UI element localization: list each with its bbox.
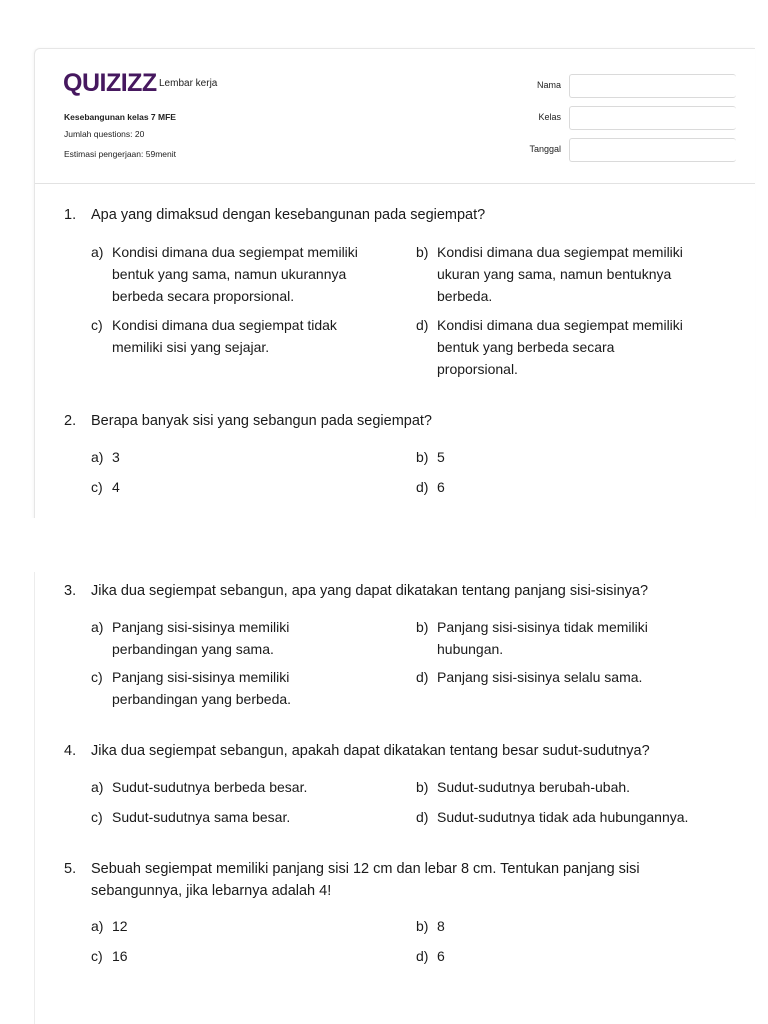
option-letter: d) (416, 809, 429, 825)
question-text: Jika dua segiempat sebangun, apakah dapat dikatakan tentang besar sudut-sudutnya? (91, 743, 650, 759)
option-text: Sudut-sudutnya sama besar. (112, 809, 291, 825)
question-number: 2. (64, 413, 77, 429)
option-letter: d) (416, 669, 429, 685)
option-letter: d) (416, 948, 429, 964)
option-text: Kondisi dimana dua segiempat memiliki bentuk yang berbeda secara proporsional. (437, 317, 683, 377)
option-text: Sudut-sudutnya tidak ada hubungannya. (437, 809, 689, 825)
option-letter: d) (416, 317, 429, 333)
option-letter: a) (91, 619, 104, 635)
option-letter: b) (416, 779, 429, 795)
option-text: Panjang sisi-sisinya memiliki perbandingan yang berbeda. (112, 669, 292, 707)
option-text: 16 (112, 948, 128, 964)
time-estimate: Estimasi pengerjaan: 59menit (64, 149, 176, 159)
worksheet-title: Kesebangunan kelas 7 MFE (64, 112, 176, 122)
option-letter: c) (91, 669, 103, 685)
option-text: Kondisi dimana dua segiempat memiliki bentuk yang sama, namun ukurannya berbeda secara proporsional. (112, 244, 358, 304)
option-text: Kondisi dimana dua segiempat memiliki ukuran yang sama, namun bentuknya berbeda. (437, 244, 683, 304)
question-count: Jumlah questions: 20 (64, 129, 145, 139)
option-text: Panjang sisi-sisinya tidak memiliki hubungan. (437, 619, 648, 657)
name-field[interactable] (569, 74, 736, 98)
date-label: Tanggal (529, 144, 561, 154)
option-letter: b) (416, 244, 429, 260)
option-letter: a) (91, 449, 104, 465)
option-letter: d) (416, 479, 429, 495)
question-text: Apa yang dimaksud dengan kesebangunan pada segiempat? (91, 207, 486, 223)
option-text: 5 (437, 449, 445, 465)
option-letter: c) (91, 948, 103, 964)
option-letter: b) (416, 619, 429, 635)
option-text: 3 (112, 449, 120, 465)
question-text: Sebuah segiempat memiliki panjang sisi 12 cm dan lebar 8 cm. Tentukan panjang sisi sebangunnya, jika lebarnya adalah 4! (91, 861, 640, 899)
option-letter: c) (91, 809, 103, 825)
class-field[interactable] (569, 106, 736, 130)
option-text: 6 (437, 948, 445, 964)
question-number: 4. (64, 743, 77, 759)
date-field[interactable] (569, 138, 736, 162)
option-text: Panjang sisi-sisinya memiliki perbandingan yang sama. (112, 619, 290, 657)
option-letter: a) (91, 779, 104, 795)
option-letter: c) (91, 479, 103, 495)
option-text: Sudut-sudutnya berubah-ubah. (437, 779, 631, 795)
option-letter: c) (91, 317, 103, 333)
option-letter: b) (416, 449, 429, 465)
option-text: 12 (112, 918, 128, 934)
option-text: 6 (437, 479, 445, 495)
option-letter: a) (91, 244, 104, 260)
quizizz-logo: QUIZIZZ (63, 69, 157, 97)
option-text: 4 (112, 479, 120, 495)
question-number: 1. (64, 207, 77, 223)
option-text: Panjang sisi-sisinya selalu sama. (437, 669, 643, 685)
option-text: Kondisi dimana dua segiempat tidak memiliki sisi yang sejajar. (112, 317, 337, 355)
option-text: 8 (437, 918, 445, 934)
option-text: Sudut-sudutnya berbeda besar. (112, 779, 308, 795)
class-label: Kelas (538, 112, 561, 122)
question-text: Berapa banyak sisi yang sebangun pada segiempat? (91, 413, 432, 429)
worksheet-type: Lembar kerja (159, 78, 218, 89)
question-number: 5. (64, 861, 77, 877)
question-number: 3. (64, 583, 77, 599)
worksheet-header (35, 49, 755, 184)
question-text: Jika dua segiempat sebangun, apa yang dapat dikatakan tentang panjang sisi-sisinya? (91, 583, 649, 599)
name-label: Nama (536, 80, 561, 90)
page-gap (0, 518, 768, 572)
option-letter: a) (91, 918, 104, 934)
option-letter: b) (416, 918, 429, 934)
